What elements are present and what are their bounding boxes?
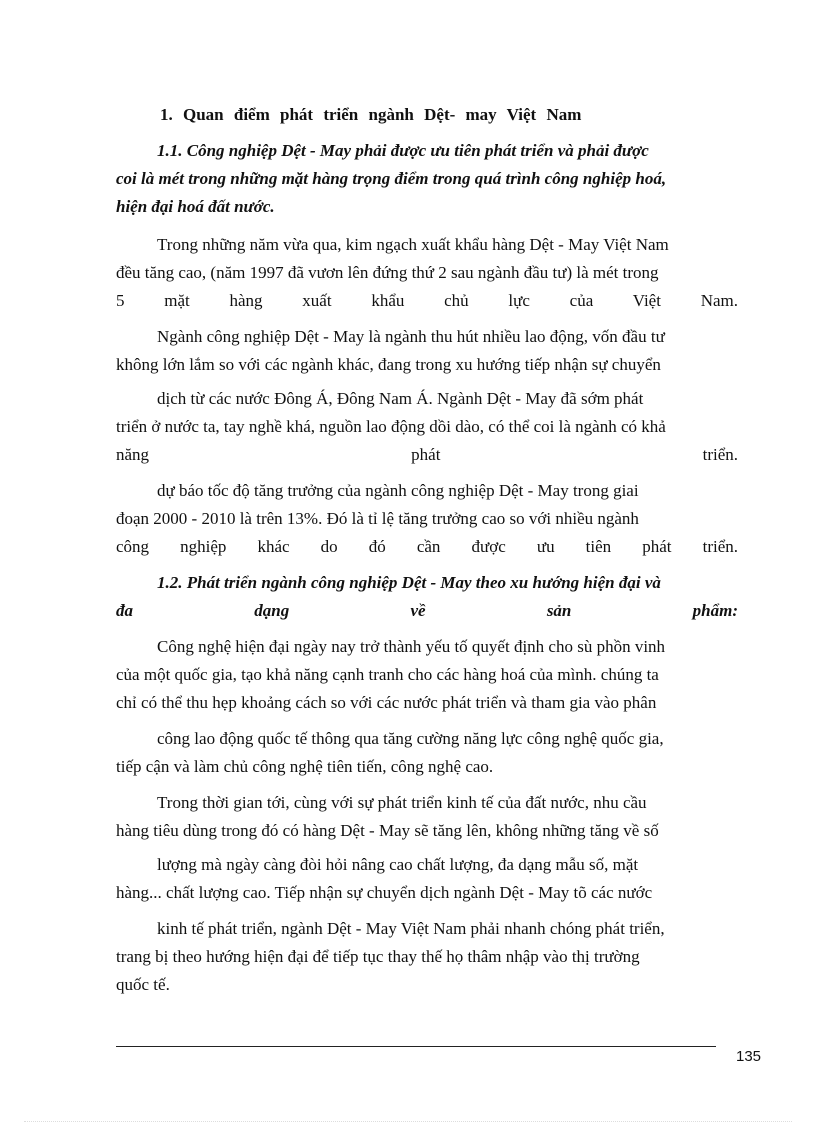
para-2-line-5: năng phát triển. [116,445,738,464]
para-5-line-7: quốc tế. [116,975,170,994]
subheading-1-line-2: coi là mét trong những mặt hàng trọng điểm trong quá trình công nghiệp hoá, [116,169,667,188]
subheading-2-line-2: đa dạng về sản phẩm: [116,601,738,620]
subheading-2-line-1: 1.2. Phát triển ngành công nghiệp Dệt - May theo xu hướng hiện đại và [157,573,661,592]
para-2-line-3: dịch từ các nước Đông Á, Đông Nam Á. Ngành Dệt - May đã sớm phát [157,389,644,408]
para-3-line-3: công nghiệp khác do đó cần được ưu tiên phát triển. [116,537,738,556]
para-5-line-1: Trong thời gian tới, cùng với sự phát triển kinh tế của đất nước, nhu cầu [157,793,647,812]
para-3-line-1: dự báo tốc độ tăng trưởng của ngành công nghiệp Dệt - May trong giai [157,481,639,500]
para-4-line-1: Công nghệ hiện đại ngày nay trở thành yếu tố quyết định cho sù phồn vinh [157,637,666,656]
para-1-line-3: 5 mặt hàng xuất khẩu chủ lực của Việt Nam. [116,291,738,310]
para-4-line-5: tiếp cận và làm chủ công nghệ tiên tiến, công nghệ cao. [116,757,494,776]
subheading-1-line-1: 1.1. Công nghiệp Dệt - May phải được ưu tiên phát triển và phải được [157,141,649,160]
section-heading: 1. Quan điểm phát triển ngành Dệt- may Việt Nam [160,105,582,124]
para-5-line-6: trang bị theo hướng hiện đại để tiếp tục thay thế họ thâm nhập vào thị trường [116,947,640,966]
subheading-1-line-3: hiện đại hoá đất nước. [116,197,275,216]
page-bottom-dots [24,1121,792,1122]
para-5-line-5: kinh tế phát triển, ngành Dệt - May Việt Nam phải nhanh chóng phát triển, [157,919,665,938]
para-2-line-2: không lớn lắm so với các ngành khác, đang trong xu hướng tiếp nhận sự chuyển [116,355,661,374]
para-2-line-4: triển ở nước ta, tay nghề khá, nguồn lao động dồi dào, có thể coi là ngành có khả [116,417,666,436]
para-3-line-2: đoạn 2000 - 2010 là trên 13%. Đó là tỉ lệ tăng trưởng cao so với nhiều ngành [116,509,639,528]
para-5-line-3: lượng mà ngày càng đòi hỏi nâng cao chất lượng, đa dạng mẫu số, mặt [157,855,639,874]
para-1-line-1: Trong những năm vừa qua, kim ngạch xuất khẩu hàng Dệt - May Việt Nam [157,235,669,254]
footer-rule [116,1046,716,1047]
para-4-line-4: công lao động quốc tế thông qua tăng cường năng lực công nghệ quốc gia, [157,729,664,748]
para-1-line-2: đều tăng cao, (năm 1997 đã vươn lên đứng thứ 2 sau ngành đầu tư) là mét trong [116,263,659,282]
para-5-line-2: hàng tiêu dùng trong đó có hàng Dệt - May sẽ tăng lên, không những tăng về số [116,821,659,840]
para-4-line-2: của một quốc gia, tạo khả năng cạnh tranh cho các hàng hoá của mình. chúng ta [116,665,659,684]
para-4-line-3: chỉ có thể thu hẹp khoảng cách so với các nước phát triển và tham gia vào phân [116,693,657,712]
para-2-line-1: Ngành công nghiệp Dệt - May là ngành thu hút nhiều lao động, vốn đầu tư [157,327,665,346]
page-number: 135 [736,1048,762,1065]
para-5-line-4: hàng... chất lượng cao. Tiếp nhận sự chuyển dịch ngành Dệt - May tõ các nước [116,883,653,902]
